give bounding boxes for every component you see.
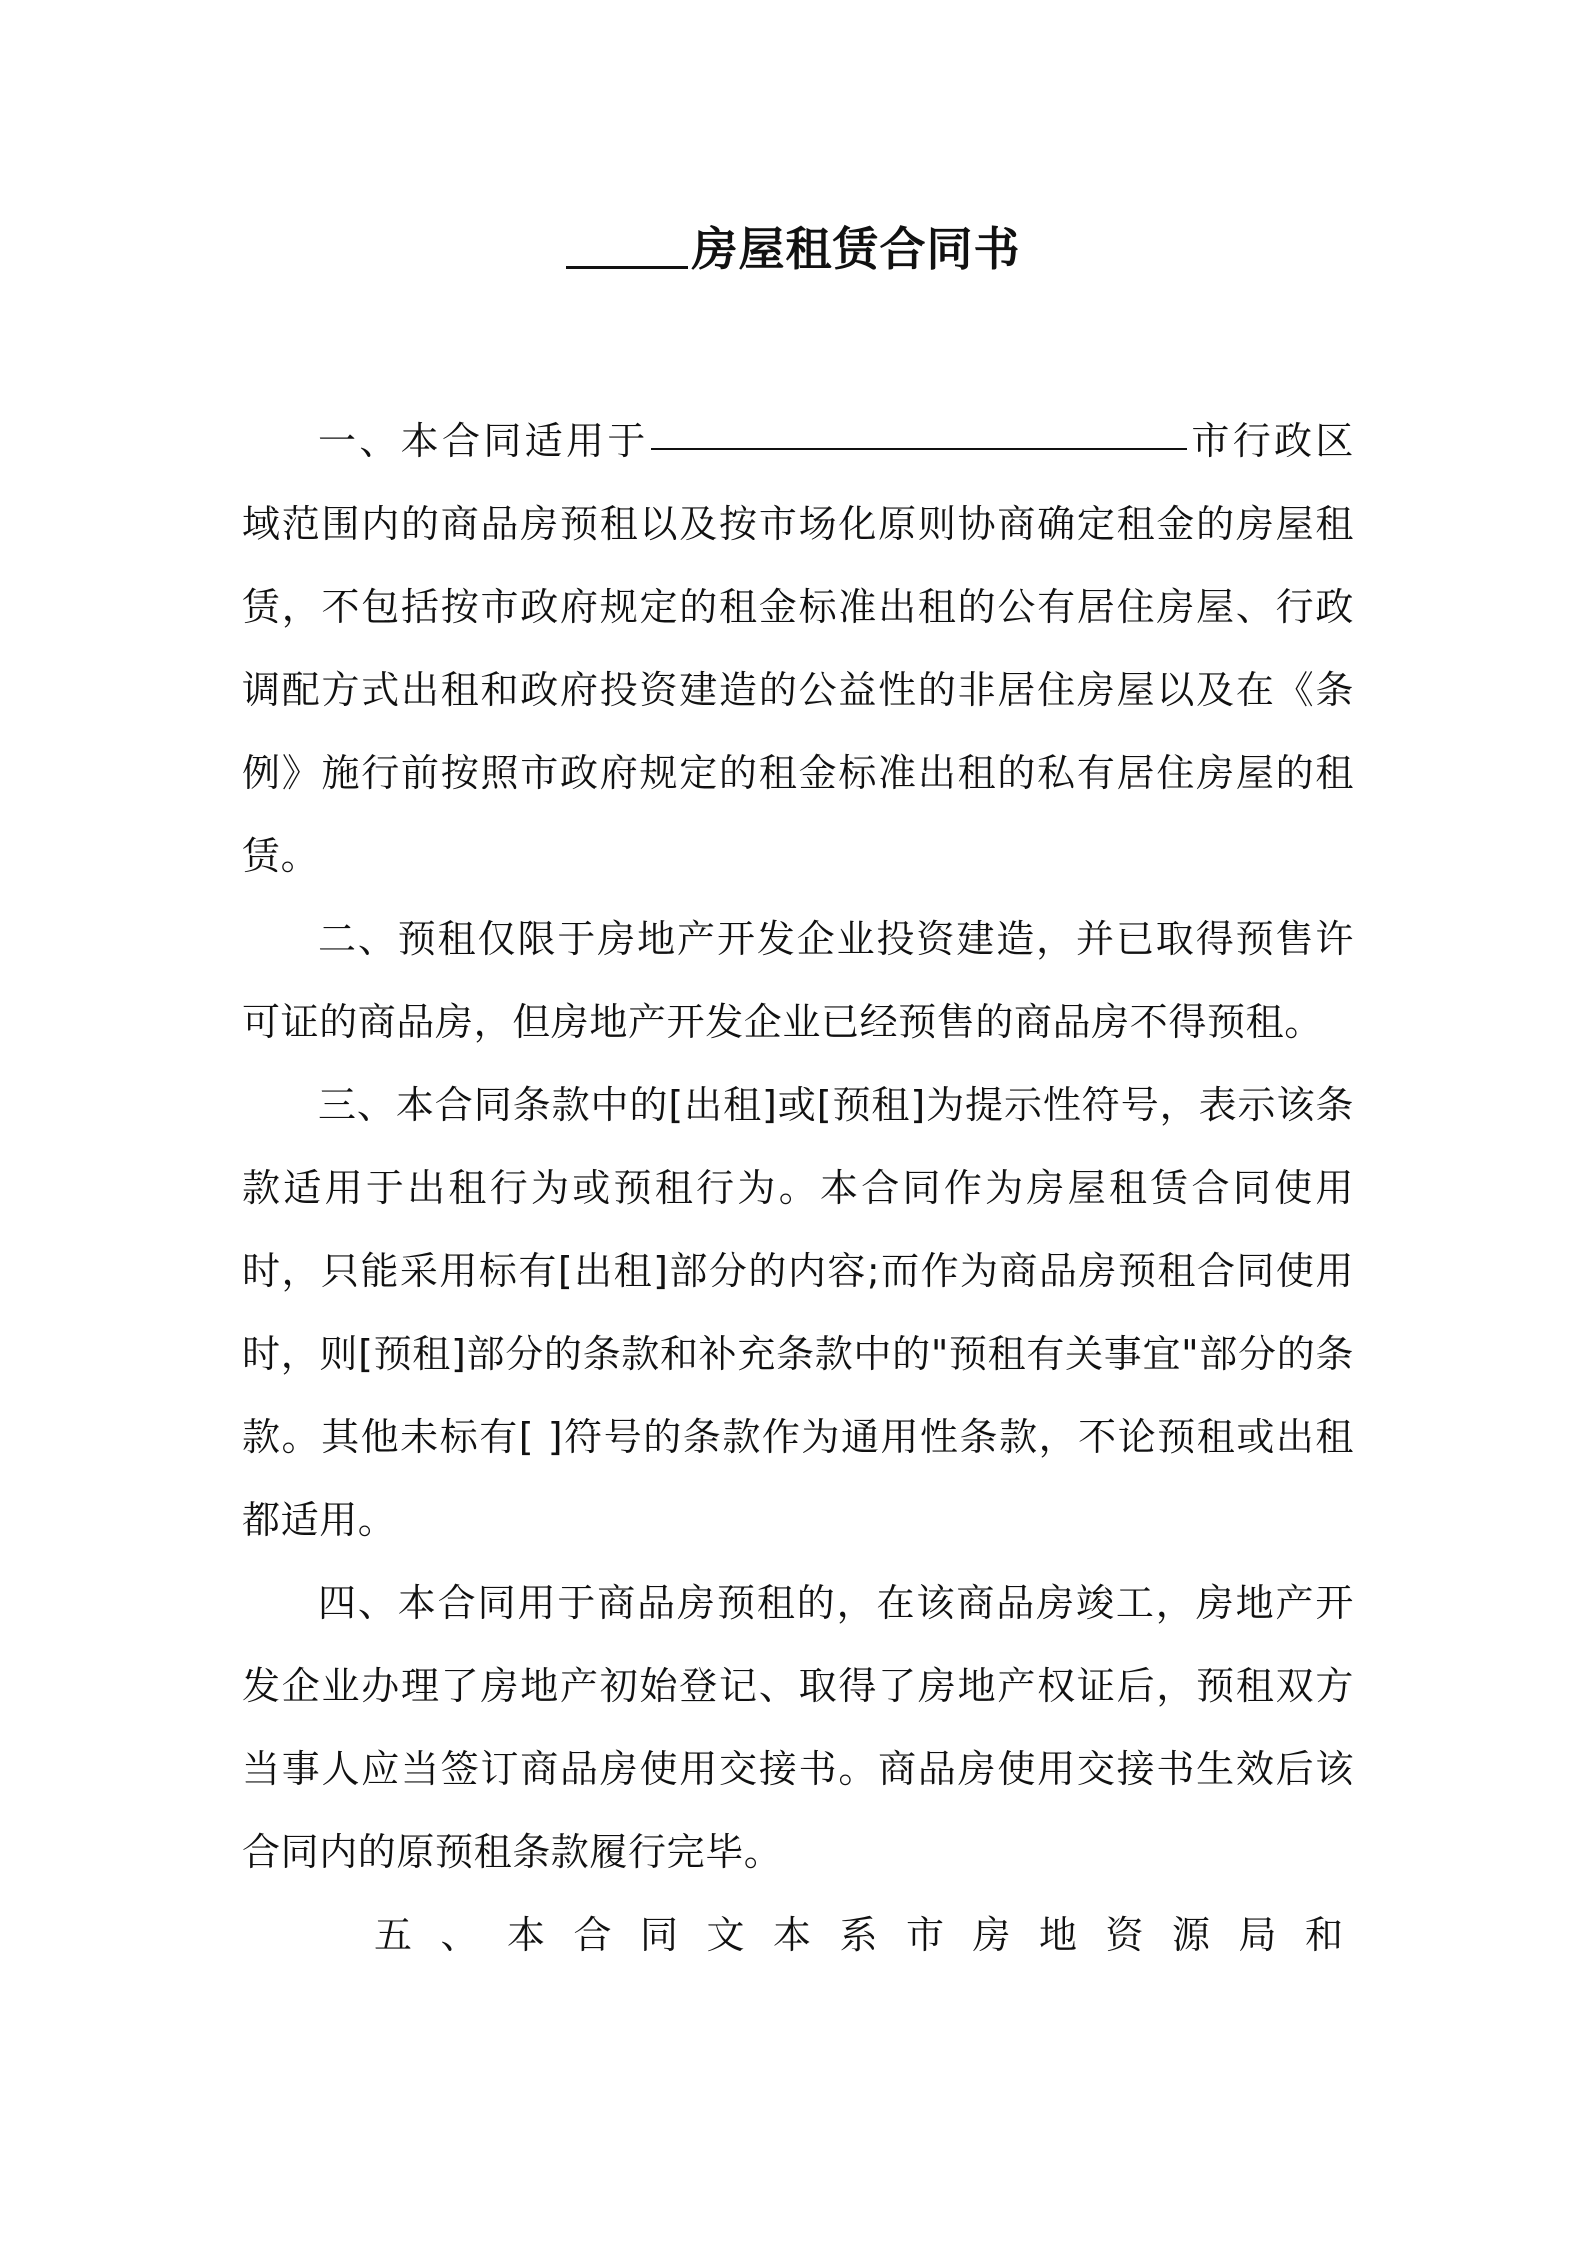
clause-3: 三、本合同条款中的[出租]或[预租]为提示性符号，表示该条款适用于出租行为或预租行为。本合同作为房屋租赁合同使用时，只能采用标有[出租]部分的内容;而作为商品房预租合同使用时，则[预租]部分的条款和补充条款中的"预租有关事宜"部分的条款。其他未标有[ ]符号的条款作为通用性条款，不论预租或出租都适用。 — [242, 1083, 1354, 1542]
clause-2: 二、预租仅限于房地产开发企业投资建造，并已取得预售许可证的商品房，但房地产开发企业已经预售的商品房不得预租。 — [242, 917, 1354, 1044]
title-text: 房屋租赁合同书 — [691, 222, 1021, 276]
document-body — [242, 400, 1372, 1977]
clause-1-prefix: 一、本合同适用于 — [318, 419, 649, 463]
document-title — [0, 214, 1586, 284]
clause-4: 四、本合同用于商品房预租的，在该商品房竣工，房地产开发企业办理了房地产初始登记、取得了房地产权证后，预租双方当事人应当签订商品房使用交接书。商品房使用交接书生效后该合同内的原预租条款履行完毕。 — [242, 1581, 1354, 1874]
title-blank-line — [566, 216, 688, 269]
clause-1 — [242, 400, 1354, 898]
city-fill-blank — [651, 418, 1187, 450]
clause-1-text: 市行政区域范围内的商品房预租以及按市场化原则协商确定租金的房屋租赁，不包括按市政府规定的租金标准出租的公有居住房屋、行政调配方式出租和政府投资建造的公益性的非居住房屋以及在《条例》施行前按照市政府规定的租金标准出租的私有居住房屋的租赁。 — [242, 419, 1354, 878]
clause-5: 五、本合同文本系市房地资源局和 — [374, 1913, 1372, 1957]
